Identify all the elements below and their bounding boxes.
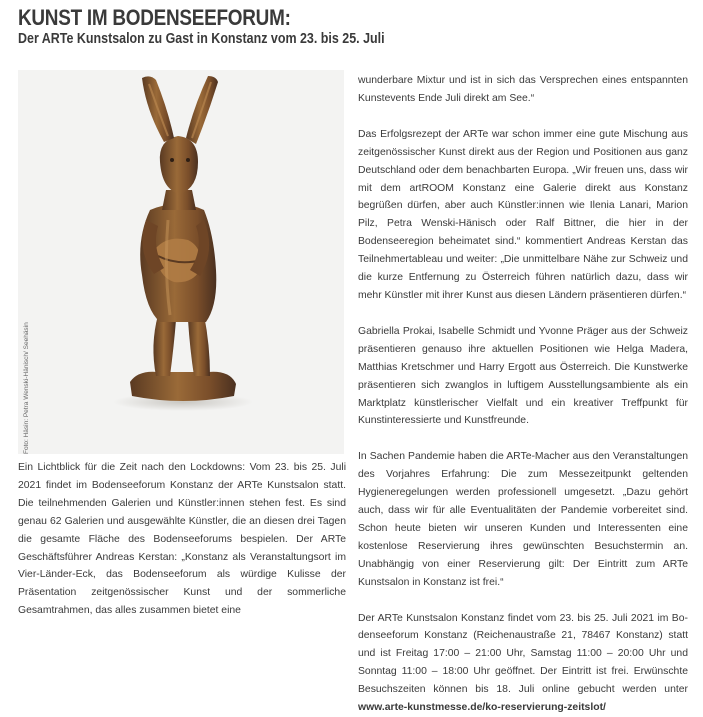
reservation-link[interactable]: www.arte-kunstmesse.de/ko-reservierung-zeitslot/ — [358, 702, 606, 714]
photo-credit-text: Foto: Häsin: Petra Wenski-Hänisch/ Seehäsin — [23, 322, 30, 454]
paragraph-success-recipe: Das Erfolgsrezept der ARTe war schon immer eine gute Mischung aus zeitgenössischer Kunst direkt aus der Region und Positionen aus ganz Deutschland oder dem benachbarten Europa. „Wir freuen uns, dass wir mit dem artROOM Konstanz eine Galerie direkt aus Konstanz begrüßen dürfen, aber auch Künstler:innen wie Ilenia Lanari, Marion Pilz, Petra Wenski-Hänisch oder Ralf Bittner, die hier in der Bodenseeregion beheimatet sind.“ kommentiert Andreas Kerstan das Teilnehmertableau und weiter: „Die unmittelbare Nähe zur Schweiz und die kurze Entfernung zu Österreich führen natürlich dazu, dass wir mehr Künstler mit ihrer Kunst aus diesen Ländern präsentieren dürfen.“ — [358, 128, 688, 301]
sculpture-base — [130, 372, 236, 401]
sculpture-leg-left — [153, 315, 176, 376]
paragraph-artists: Gabriella Prokai, Isabelle Schmidt und Yvonne Präger aus der Schweiz präsentieren genauso ihre aktuellen Positionen wie Helga Madera, Matthias Kretschmer und Harry Ergott aus Österreich. Die Kunstwerke präsentieren sich zwanglos in luftigem Ausstellungsambiente als ein Marktplatz künstlerischer Vielfalt und ein kreativer Treffpunkt für Kunstinteressierte und Kunstfreunde. — [358, 325, 688, 427]
sculpture-leg-right — [188, 315, 210, 376]
sculpture-head — [160, 136, 198, 194]
paragraph-pandemic: In Sachen Pandemie haben die ARTe-Macher aus den Veranstaltungen des Vorjahres Erfahrung: Die zum Messezeitpunkt geltenden Hygieneregelungen werden professionell umgesetzt. „Dazu gehört auch, dass wir für alle Eventualitäten der Pandemie vorbereitet sind. Schon heute bieten wir unseren Kunden und Interessenten eine kostenlose Reservierung ihres gewünschten Besuchstermin an. Unabhängig von einer Reservierung gilt: Der Eintritt zum ARTe Kunstsalon in Konstanz ist frei.“ — [358, 451, 688, 588]
paragraph-opening-hours — [358, 610, 688, 717]
subheadline: Der ARTe Kunstsalon zu Gast in Konstanz vom 23. bis 25. Juli — [18, 31, 385, 47]
article-column-left — [18, 459, 346, 620]
hare-sculpture-illustration — [18, 70, 344, 454]
sculpture-photo — [18, 70, 344, 454]
photo-credit — [20, 322, 30, 454]
paragraph-intro: Ein Lichtblick für die Zeit nach den Lockdowns: Vom 23. bis 25. Juli 2021 findet im Bodenseeforum Konstanz der ARTe Kunstsalon statt. Die teilnehmenden Galerien und Künstler:innen stehen fest. Es sind genau 62 Galerien und ausgewählte Künstler, die an diesen drei Tagen die gesamte Fläche des Bodenseeforums bespielen. Der ARTe Geschäftsführer Andreas Kerstan: „Konstanz als Veranstaltungsort im Vier-Länder-Eck, das Bodenseeforum als würdige Kulisse der Präsentation zeitgenössischer Kunst und der sommerliche Gesamtrahmen, das alles zusammen bietet eine — [18, 462, 346, 617]
article-column-right — [358, 72, 688, 717]
headline: KUNST IM BODENSEEFORUM: — [18, 5, 291, 30]
opening-hours-text: Der ARTe Kunstsalon Konstanz findet vom 23. bis 25. Juli 2021 im Bodenseeforum Konstanz (Reichenaustraße 21, 78467 Konstanz) statt und ist Freitag 17:00 – 21:00 Uhr, Samstag 11:00 – 20:00 Uhr und Sonntag 11:00 – 18:00 Uhr geöffnet. Der Eintritt ist frei. Erwünschte Besuchszeiten können bis 18. Juli online gebucht werden unter — [358, 612, 688, 696]
paragraph-continuation: wunderbare Mixtur und ist in sich das Versprechen eines entspannten Kunstevents Ende Juli direkt am See.“ — [358, 75, 688, 104]
